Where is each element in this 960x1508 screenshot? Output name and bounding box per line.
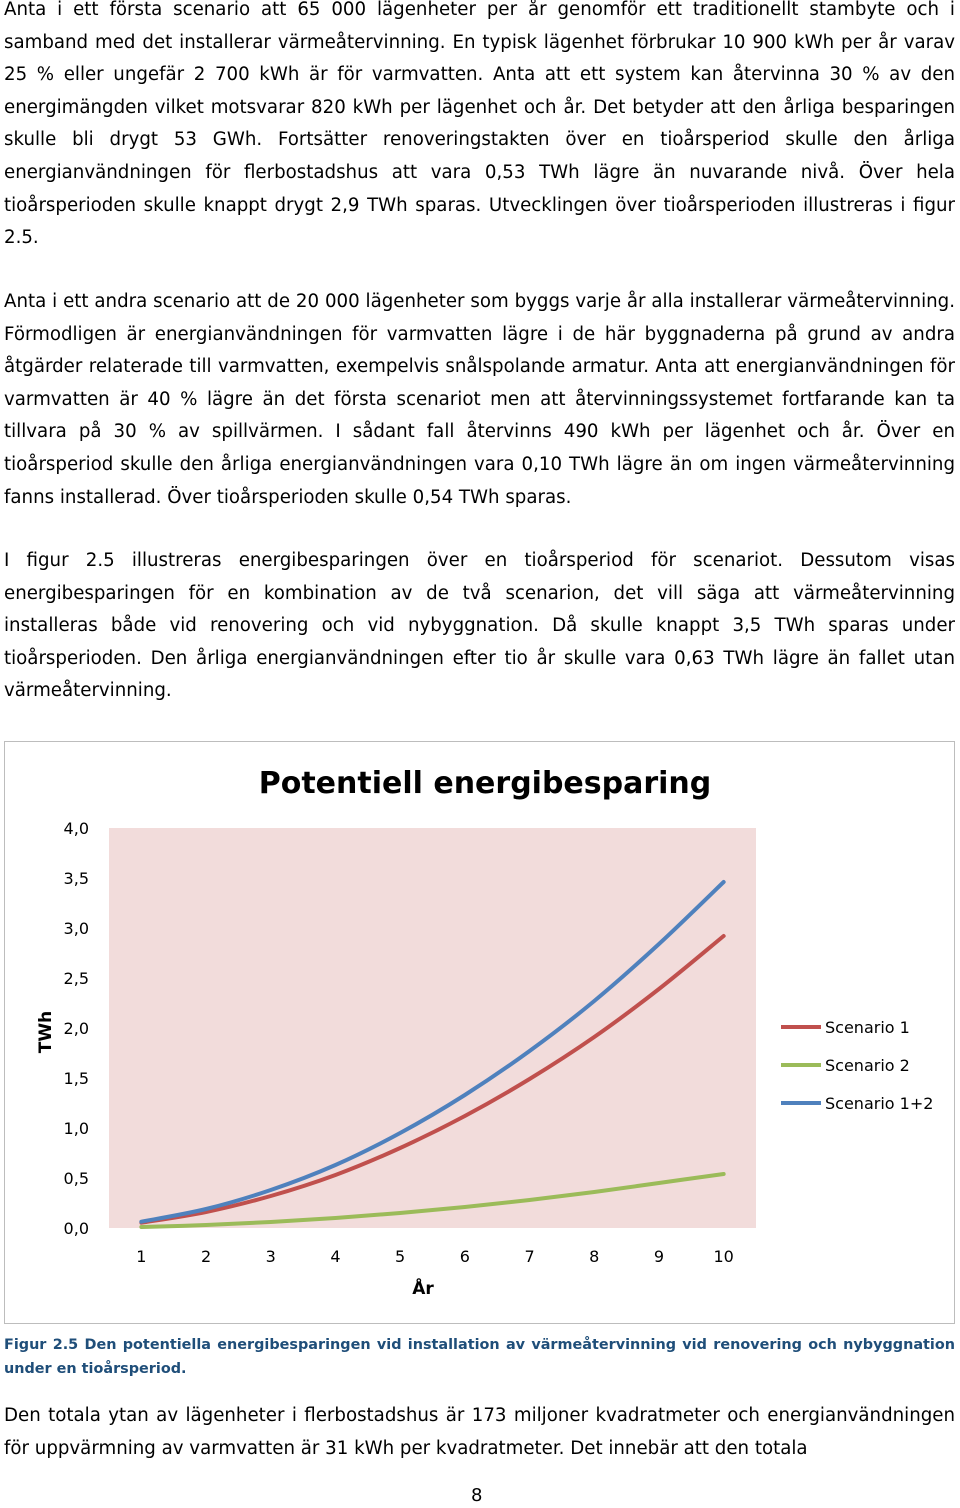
figure-chart	[4, 741, 955, 1324]
x-tick-label: 3	[265, 1247, 276, 1266]
paragraph-scenario-2: Anta i ett andra scenario att de 20 000 lägenheter som byggs varje år alla installerar värmeåtervinning. Förmodligen är energianvändningen för varmvatten lägre i de här byggnaderna på grund av andra åtgärder relaterade till varmvatten, exempelvis snålspolande armatur. Anta att energianvändningen för varmvatten är 40 % lägre än det första scenariot men att återvinningssystemet fortfarande kan ta tillvara på 30 % av spillvärmen. I sådant fall återvinns 490 kWh per lägenhet och år. Över en tioårsperiod skulle den årliga energianvändningen vara 0,10 TWh lägre än om ingen värmeåtervinning fanns installerad. Över tioårsperioden skulle 0,54 TWh sparas.	[4, 291, 955, 508]
x-tick-label: 2	[200, 1247, 212, 1266]
y-tick-label: 3,0	[63, 919, 89, 938]
y-tick-label: 0,0	[63, 1219, 89, 1238]
y-tick-label: 1,5	[63, 1069, 89, 1088]
x-tick-label: 6	[459, 1247, 470, 1266]
figure-caption: Figur 2.5 Den potentiella energibesparingen vid installation av värmeåtervinning vid renovering och nybyggnation under en tioårsperiod.	[4, 1337, 955, 1377]
paragraph-figure-description: I figur 2.5 illustreras energibesparingen över en tioårsperiod för scenariot. Dessutom visas energibesparingen för en kombination av de två scenarion, det vill säga att värmeåtervinning installeras både vid renovering och vid nybyggnation. Då skulle knappt 3,5 TWh sparas under tioårsperioden. Den årliga energianvändningen efter tio år skulle vara 0,63 TWh lägre än fallet utan värmeåtervinning.	[4, 550, 955, 702]
paragraph-scenario-1: Anta i ett första scenario att 65 000 lägenheter per år genomför ett traditionellt stambyte och i samband med det installerar värmeåtervinning. En typisk lägenhet förbrukar 10 900 kWh per år varav 25 % eller ungefär 2 700 kWh är för varmvatten. Anta att ett system kan återvinna 30 % av den energimängden vilket motsvarar 820 kWh per lägenhet och år. Det betyder att den årliga besparingen skulle bli drygt 53 GWh. Fortsätter renoveringstakten över en tioårsperiod skulle den årliga energianvändningen för flerbostadshus att vara 0,53 TWh lägre än nuvarande nivå. Över hela tioårsperioden skulle knappt drygt 2,9 TWh sparas. Utvecklingen över tioårsperioden illustreras i figur 2.5.	[4, 0, 955, 249]
x-tick-label: 1	[136, 1247, 147, 1266]
x-tick-label: 5	[395, 1247, 406, 1266]
legend	[781, 1018, 933, 1113]
x-tick-label: 7	[524, 1247, 535, 1266]
x-tick-label: 10	[713, 1247, 734, 1266]
legend-label: Scenario 1	[825, 1018, 910, 1037]
chart-title: Potentiell energibesparing	[258, 766, 712, 801]
y-tick-label: 1,0	[63, 1119, 89, 1138]
legend-label: Scenario 1+2	[825, 1094, 934, 1113]
y-tick-label: 4,0	[63, 819, 89, 838]
y-tick-label: 2,0	[63, 1019, 89, 1038]
y-axis-label: TWh	[36, 1010, 56, 1054]
paragraph-total-area: Den totala ytan av lägenheter i flerbostadshus är 173 miljoner kvadratmeter och energianvändningen för uppvärmning av varmvatten är 31 kWh per kvadratmeter. Det innebär att den totala	[4, 1405, 955, 1459]
x-tick-label: 8	[589, 1247, 600, 1266]
page-number: 8	[471, 1485, 483, 1506]
y-tick-label: 0,5	[63, 1169, 89, 1188]
x-axis-label: År	[412, 1279, 434, 1299]
line-chart	[5, 742, 956, 1325]
x-tick-label: 9	[653, 1247, 665, 1266]
x-tick-label: 4	[330, 1247, 341, 1266]
y-tick-label: 2,5	[63, 969, 89, 988]
plot-area	[109, 828, 756, 1228]
y-tick-label: 3,5	[63, 869, 89, 888]
legend-label: Scenario 2	[825, 1056, 910, 1075]
